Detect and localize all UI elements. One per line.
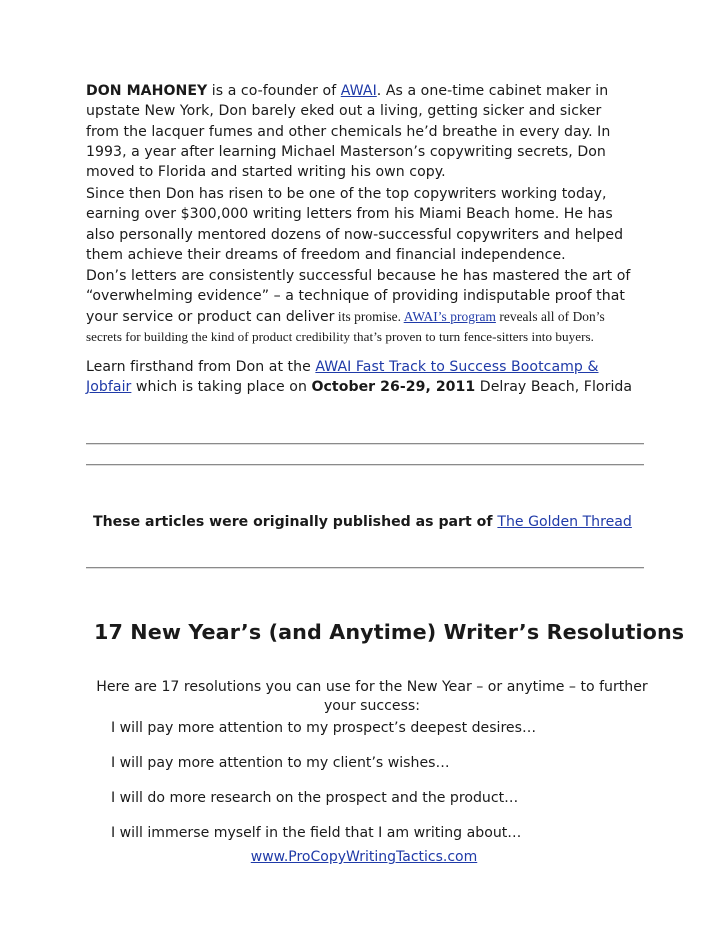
bootcamp-link[interactable]: AWAI Fast Track to Success Bootcamp & <box>315 359 599 375</box>
publication-credit <box>93 514 632 530</box>
jobfair-link[interactable]: Jobfair <box>86 379 132 396</box>
bio-text: Learn firsthand from Don at the <box>86 359 316 375</box>
bio-text: . As a one-time cabinet maker in <box>376 83 609 99</box>
bio-text: them achieve their dreams of freedom and financial independence. <box>86 246 566 263</box>
author-name: DON MAHONEY <box>86 83 208 99</box>
resolution-item: I will pay more attention to my client’s wishes… <box>111 755 450 771</box>
resolution-item: I will do more research on the prospect and the product… <box>111 790 519 806</box>
event-location: Delray Beach, Florida <box>475 379 633 396</box>
bio-text: Don’s letters are consistently successful because he has mastered the art of <box>86 268 631 284</box>
bio-text: from the lacquer fumes and other chemicals he’d breathe in every day. In <box>86 123 611 140</box>
bio-paragraph-4 <box>86 357 646 398</box>
resolution-item: I will immerse myself in the field that I am writing about… <box>111 825 522 841</box>
article-title: 17 New Year’s (and Anytime) Writer’s Resolutions <box>94 620 685 644</box>
divider <box>86 464 644 466</box>
bio-text: reveals all of Don’s <box>495 308 605 324</box>
awai-link[interactable]: AWAI <box>340 83 377 99</box>
bio-text: your service or product can deliver <box>86 308 335 325</box>
resolution-item: I will pay more attention to my prospect’s deepest desires… <box>111 720 537 736</box>
credit-text: These articles were originally published as part of <box>93 514 498 530</box>
bio-text: earning over $300,000 writing letters from his Miami Beach home. He has <box>86 206 613 223</box>
bio-paragraph-1 <box>86 81 646 182</box>
bio-text: moved to Florida and started writing his own copy. <box>86 164 446 181</box>
bio-text: its promise. <box>334 308 404 324</box>
bio-text: also personally mentored dozens of now-successful copywriters and helped <box>86 226 624 243</box>
bio-text: “overwhelming evidence” – a technique of providing indisputable proof that <box>86 288 625 305</box>
event-date: October 26-29, 2011 <box>311 379 476 396</box>
bio-text: Since then Don has risen to be one of the top copywriters working today, <box>86 186 607 202</box>
divider <box>86 567 644 569</box>
page-footer <box>0 849 728 865</box>
bio-text: is a co-founder of <box>207 83 341 99</box>
article-intro: Here are 17 resolutions you can use for the New Year – or anytime – to further your success: <box>96 679 648 714</box>
awai-program-link[interactable]: AWAI’s program <box>403 308 496 324</box>
bio-paragraph-2 <box>86 184 646 265</box>
footer-website-link[interactable]: www.ProCopyWritingTactics.com <box>250 849 478 865</box>
bio-text: secrets for building the kind of product credibility that’s proven to turn fence-sitters into buyers. <box>86 328 594 344</box>
bio-text: upstate New York, Don barely eked out a living, getting sicker and sicker <box>86 103 602 120</box>
bio-paragraph-3 <box>86 266 646 347</box>
bio-text: which is taking place on <box>131 379 312 396</box>
divider <box>86 443 644 445</box>
bio-text: 1993, a year after learning Michael Masterson’s copywriting secrets, Don <box>86 143 606 160</box>
golden-thread-link[interactable]: The Golden Thread <box>497 514 632 530</box>
